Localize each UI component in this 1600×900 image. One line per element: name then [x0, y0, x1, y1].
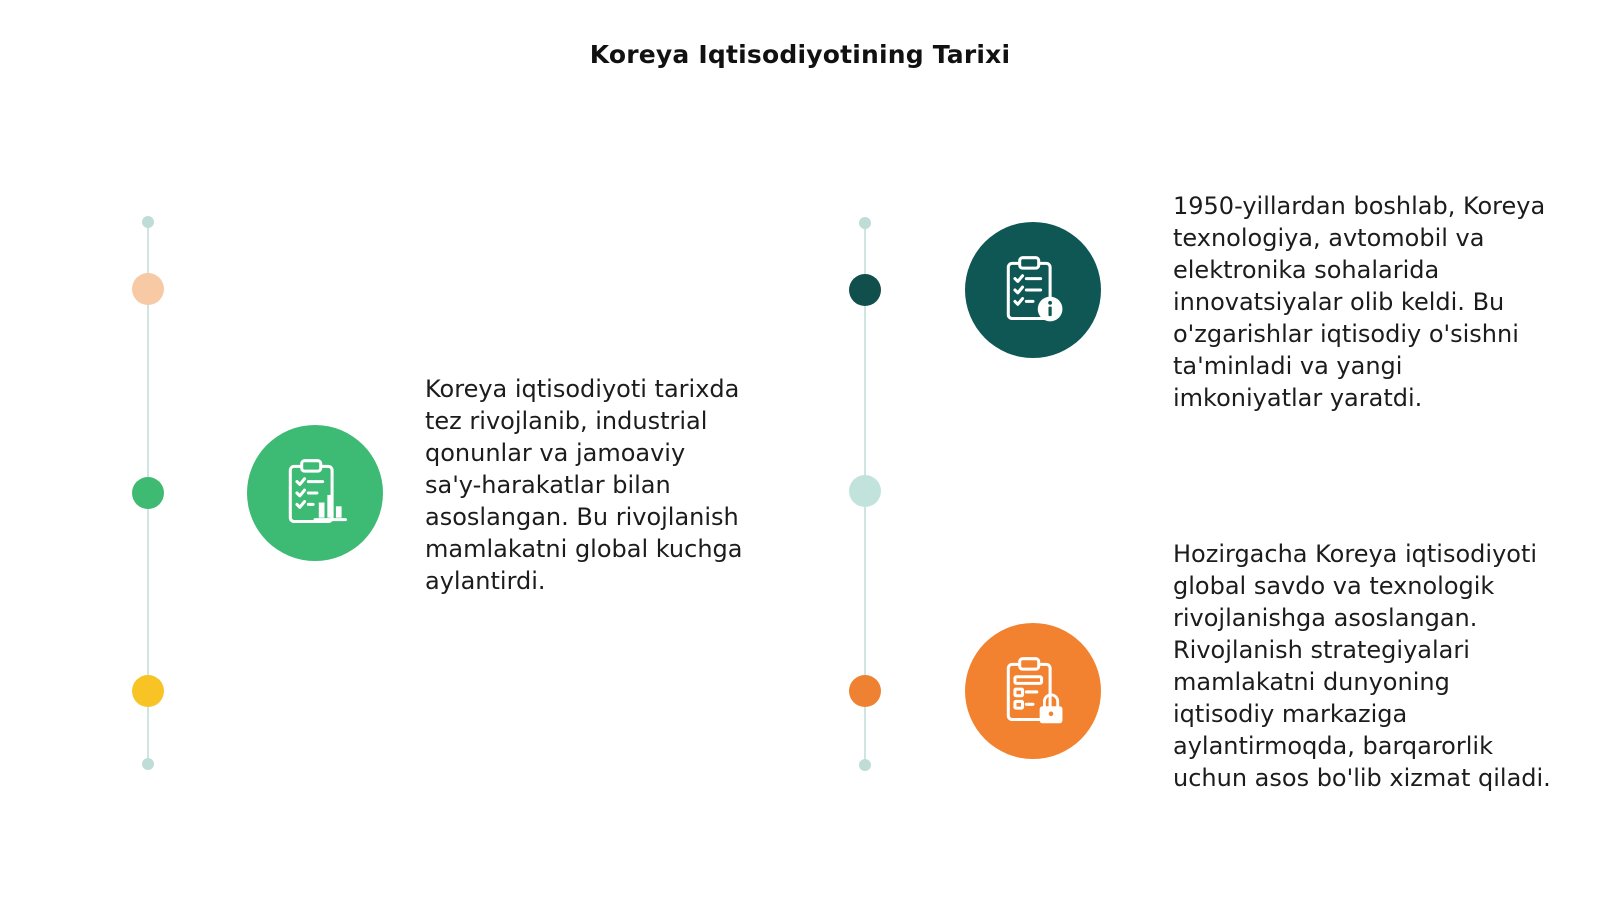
timeline-dot-teal [849, 274, 881, 306]
timeline-text-3: Hozirgacha Koreya iqtisodiyoti global savdo va texnologik rivojlanishga asoslangan. Rivojlanish strategiyalari mamlakatni dunyoning iqtisodiy markaziga aylantirmoqda, barqarorlik uchun asos bo'lib xizmat qiladi. [1173, 540, 1551, 792]
timeline-dot-yellow [132, 675, 164, 707]
timeline-text-2: 1950-yillardan boshlab, Koreya texnologiya, avtomobil va elektronika sohalarida innovatsiyalar olib keldi. Bu o'zgarishlar iqtisodiy o'sishni ta'minladi va yangi imkoniyatlar yaratdi. [1173, 192, 1546, 412]
timeline-dot-green [132, 477, 164, 509]
clipboard-lock-badge [965, 623, 1101, 759]
timeline-dot-peach [132, 273, 164, 305]
right-timeline-bottom-cap [859, 759, 871, 771]
left-timeline-top-cap [142, 216, 154, 228]
clipboard-chart-icon [277, 455, 353, 531]
clipboard-info-icon [995, 252, 1071, 328]
timeline-text-1: Koreya iqtisodiyoti tarixda tez rivojlanib, industrial qonunlar va jamoaviy sa'y-harakatlar bilan asoslangan. Bu rivojlanish mamlakatni global kuchga aylantirdi. [425, 375, 743, 595]
clipboard-lock-icon [995, 653, 1071, 729]
timeline-dot-mint [849, 475, 881, 507]
clipboard-chart-badge [247, 425, 383, 561]
right-timeline-top-cap [859, 217, 871, 229]
timeline-dot-orange [849, 675, 881, 707]
left-timeline-bottom-cap [142, 758, 154, 770]
page-title: Koreya Iqtisodiyotining Tarixi [589, 40, 1011, 69]
clipboard-info-badge [965, 222, 1101, 358]
